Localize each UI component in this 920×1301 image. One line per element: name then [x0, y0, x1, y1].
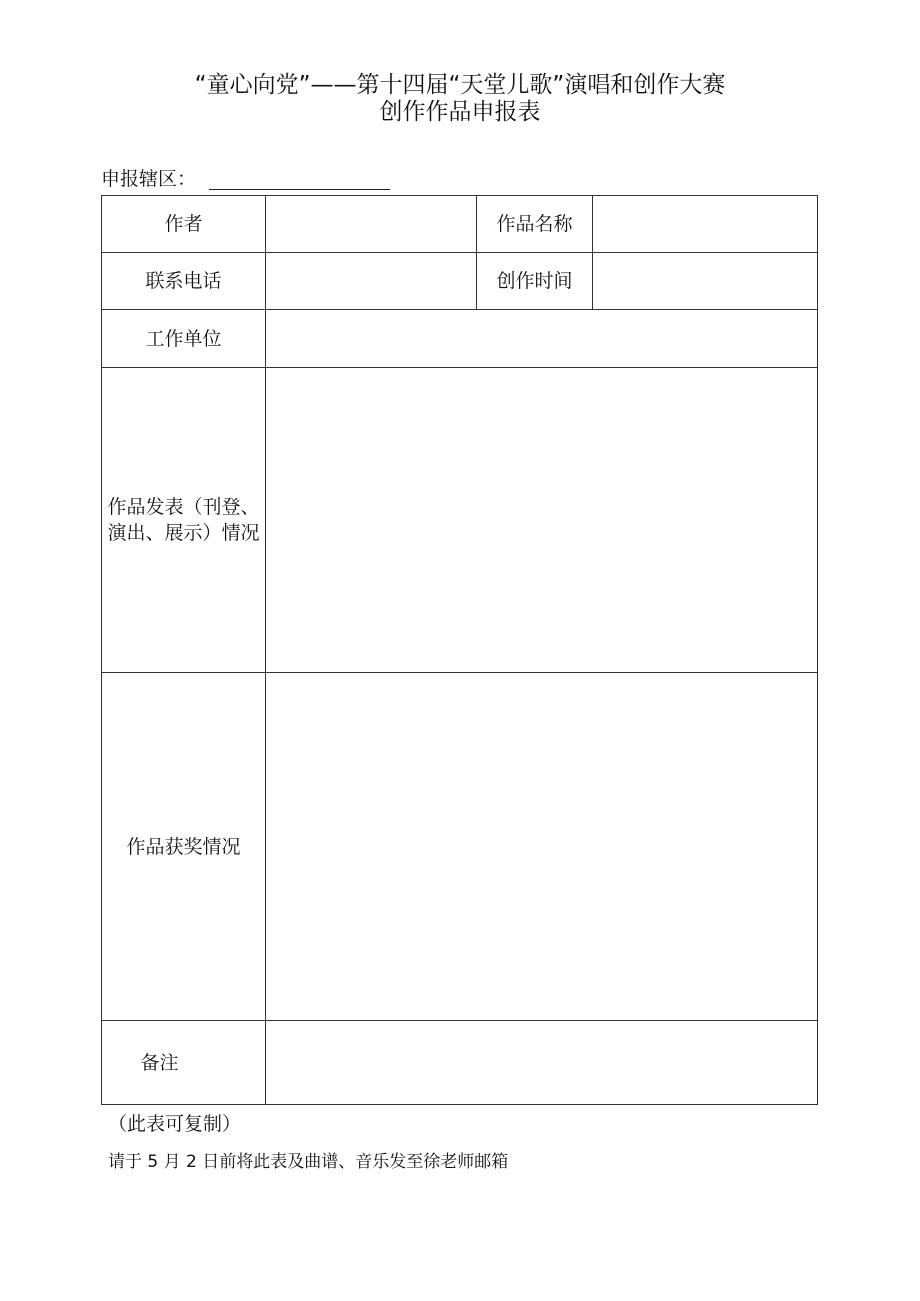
work-name-label: 作品名称 — [477, 196, 593, 253]
employer-field[interactable] — [266, 310, 818, 368]
row-publication — [102, 368, 818, 673]
remarks-label: 备注 — [102, 1021, 266, 1105]
district-input-line[interactable] — [209, 189, 390, 190]
author-label: 作者 — [102, 196, 266, 253]
publication-label-line-2: 演出、展示）情况 — [107, 522, 260, 544]
phone-field[interactable] — [266, 253, 477, 310]
employer-label: 工作单位 — [102, 310, 266, 368]
row-awards — [102, 673, 818, 1021]
publication-label-line-1: 作品发表（刊登、 — [107, 496, 260, 518]
row-author — [102, 196, 818, 253]
author-field[interactable] — [266, 196, 477, 253]
phone-label: 联系电话 — [102, 253, 266, 310]
copy-note: （此表可复制） — [108, 1113, 242, 1135]
row-remarks — [102, 1021, 818, 1105]
publication-label-text — [107, 494, 259, 546]
publication-label — [102, 368, 266, 673]
application-form-table — [101, 195, 818, 1105]
awards-field[interactable] — [266, 673, 818, 1021]
remarks-field[interactable] — [266, 1021, 818, 1105]
district-row — [101, 167, 196, 191]
document-title — [0, 72, 920, 126]
title-line-1: “童心向党”——第十四届“天堂儿歌”演唱和创作大赛 — [194, 72, 726, 98]
work-name-field[interactable] — [593, 196, 818, 253]
row-employer — [102, 310, 818, 368]
district-label: 申报辖区： — [101, 168, 197, 190]
awards-label: 作品获奖情况 — [102, 673, 266, 1021]
creation-time-field[interactable] — [593, 253, 818, 310]
title-line-2: 创作作品申报表 — [379, 99, 541, 125]
publication-field[interactable] — [266, 368, 818, 673]
creation-time-label: 创作时间 — [477, 253, 593, 310]
row-phone — [102, 253, 818, 310]
submission-note: 请于 5 月 2 日前将此表及曲谱、音乐发至徐老师邮箱 — [108, 1152, 509, 1172]
